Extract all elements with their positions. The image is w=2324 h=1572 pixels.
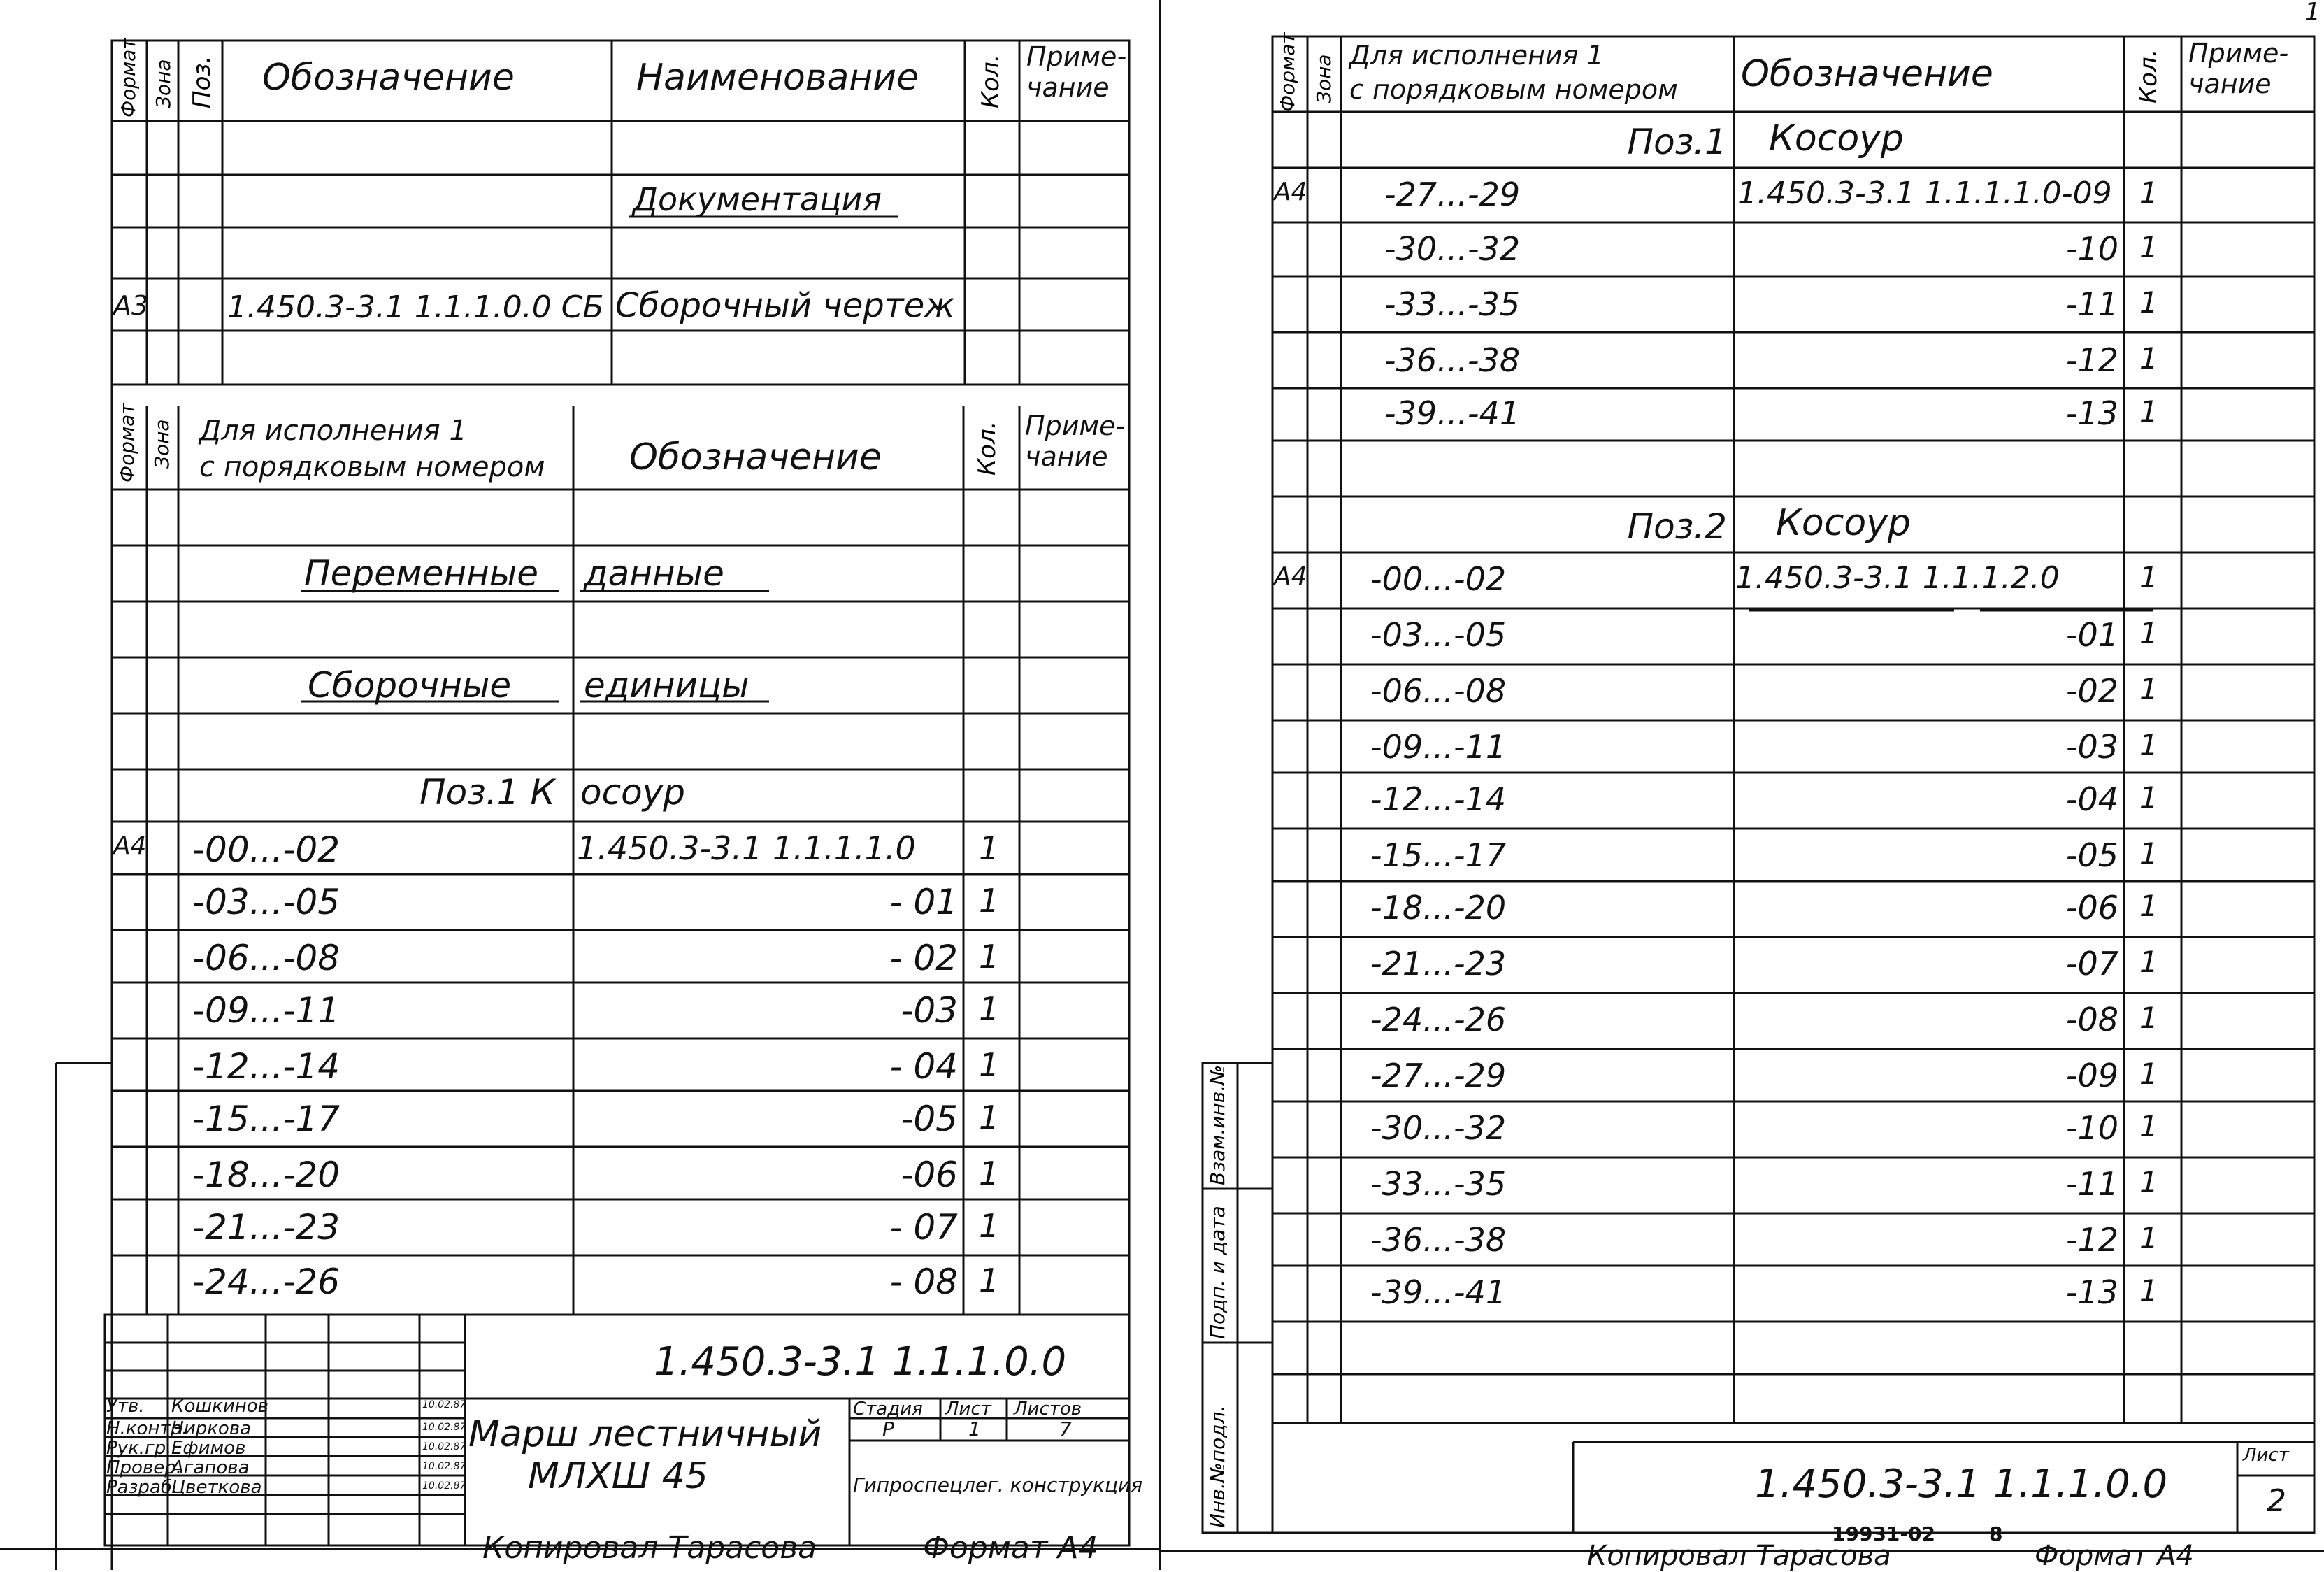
r-row-designation: -13 bbox=[2065, 394, 2118, 432]
r-row-designation: -02 bbox=[2065, 672, 2118, 710]
row-qty: 1 bbox=[979, 938, 1000, 976]
stage-value: Р bbox=[882, 1417, 894, 1441]
person-name: Кошкинов bbox=[171, 1396, 268, 1417]
header2-variant: Для исполнения 1 с порядковым номером bbox=[199, 415, 545, 483]
row-qty: 1 bbox=[979, 1046, 1000, 1084]
r-row-designation: -05 bbox=[2065, 836, 2118, 874]
r-row-variant: -27...-29 bbox=[1370, 1057, 1507, 1094]
r-row-qty: 1 bbox=[2139, 1001, 2158, 1035]
row-designation: - 08 bbox=[889, 1262, 958, 1302]
r-row-variant: -39...-41 bbox=[1370, 1273, 1507, 1311]
format-label: Формат А4 bbox=[923, 1530, 1098, 1566]
row-designation: -05 bbox=[901, 1099, 958, 1139]
r-row-variant: -33...-35 bbox=[1384, 285, 1521, 323]
pos-heading-a: Поз.1 К bbox=[419, 772, 555, 813]
r-row-designation: -06 bbox=[2065, 889, 2118, 927]
r-row-qty: 1 bbox=[2139, 341, 2158, 376]
doc-row-name: Сборочный чертеж bbox=[615, 286, 955, 325]
header-name: Наименование bbox=[636, 57, 919, 99]
row-variant: -03...-05 bbox=[192, 882, 340, 922]
r-row-designation: -03 bbox=[2065, 728, 2118, 766]
variable-data-title-a: Переменные bbox=[304, 553, 538, 594]
row-variant: -15...-17 bbox=[192, 1099, 340, 1139]
r-row-qty: 1 bbox=[2139, 945, 2158, 979]
group2-name: Косоур bbox=[1776, 502, 1911, 544]
row-qty: 1 bbox=[979, 1099, 1000, 1136]
r-row-qty: 1 bbox=[2139, 394, 2158, 429]
row-variant: -21...-23 bbox=[192, 1207, 340, 1248]
group2-pos: Поз.2 bbox=[1627, 506, 1727, 547]
spec-sheet-2 bbox=[1161, 0, 2324, 1570]
r-row-designation: -09 bbox=[2065, 1057, 2118, 1094]
r-row-variant: -27...-29 bbox=[1384, 176, 1521, 213]
person-name: Чиркова bbox=[171, 1418, 252, 1439]
header-designation: Обозначение bbox=[262, 57, 515, 99]
r-stamp: 19931-02 bbox=[1832, 1522, 1935, 1545]
row-designation: 1.450.3-3.1 1.1.1.1.0 bbox=[577, 829, 916, 867]
group1-name: Косоур bbox=[1769, 117, 1904, 159]
row-qty: 1 bbox=[979, 1207, 1000, 1245]
person-date: 10.02.87 bbox=[422, 1441, 466, 1452]
row-designation: - 01 bbox=[889, 882, 958, 922]
r-row-variant: -06...-08 bbox=[1370, 672, 1507, 710]
header-note: Приме- чание bbox=[1026, 41, 1127, 103]
r-row-variant: -36...-38 bbox=[1370, 1221, 1507, 1259]
r-row-format: А4 bbox=[1274, 562, 1307, 591]
r-row-variant: -30...-32 bbox=[1384, 230, 1521, 268]
sheet-label: Лист bbox=[945, 1399, 991, 1420]
doc-row-designation: 1.450.3-3.1 1.1.1.0.0 СБ bbox=[227, 290, 604, 325]
row-qty: 1 bbox=[979, 1262, 1000, 1299]
row-qty: 1 bbox=[979, 829, 1000, 867]
person-date: 10.02.87 bbox=[422, 1461, 466, 1472]
r-sheet-label: Лист bbox=[2243, 1445, 2289, 1466]
person-role: Провер. bbox=[106, 1457, 182, 1478]
row-qty: 1 bbox=[979, 1155, 1000, 1192]
r-row-designation: -11 bbox=[2065, 1165, 2118, 1203]
title-line-2: МЛХШ 45 bbox=[528, 1455, 708, 1497]
r-row-qty: 1 bbox=[2139, 1109, 2158, 1143]
title-line-1: Марш лестничный bbox=[468, 1413, 822, 1455]
sheet-value: 1 bbox=[968, 1417, 981, 1441]
header2-zone: Зона bbox=[150, 419, 173, 469]
r-row-variant: -12...-14 bbox=[1370, 780, 1507, 818]
r-row-variant: -15...-17 bbox=[1370, 836, 1507, 874]
row-designation: -03 bbox=[901, 990, 958, 1031]
header-format: Формат bbox=[117, 38, 140, 117]
sheets-value: 7 bbox=[1059, 1417, 1072, 1441]
r-row-designation: -04 bbox=[2065, 780, 2118, 818]
r-row-variant: -39...-41 bbox=[1384, 394, 1521, 432]
r-row-variant: -18...-20 bbox=[1370, 889, 1507, 927]
spec-sheet-1 bbox=[0, 0, 1161, 1570]
r-row-qty: 1 bbox=[2139, 1221, 2158, 1255]
person-role: Рук.гр. bbox=[106, 1438, 172, 1459]
r-stamp-page: 8 bbox=[1989, 1522, 2003, 1545]
page-number: 1 bbox=[2304, 0, 2321, 27]
copied-by: Копировал Тарасова bbox=[482, 1530, 817, 1566]
header-pos: Поз. bbox=[188, 55, 216, 108]
r-row-qty: 1 bbox=[2139, 616, 2158, 650]
side-label-inv: Инв.№подл. bbox=[1206, 1405, 1229, 1528]
row-designation: - 07 bbox=[889, 1207, 958, 1248]
sheets-label: Листов bbox=[1014, 1399, 1082, 1420]
r-row-variant: -09...-11 bbox=[1370, 728, 1507, 766]
r-header-zone: Зона bbox=[1312, 54, 1335, 103]
person-name: Агапова bbox=[171, 1457, 250, 1478]
stage-label: Стадия bbox=[853, 1399, 923, 1420]
pos-heading-b: осоур bbox=[580, 772, 685, 813]
r-row-variant: -00...-02 bbox=[1370, 560, 1507, 598]
r-row-variant: -24...-26 bbox=[1370, 1001, 1507, 1038]
side-label-sign: Подп. и дата bbox=[1206, 1206, 1229, 1339]
r-row-designation: -11 bbox=[2065, 285, 2118, 323]
r-row-designation: -08 bbox=[2065, 1001, 2118, 1038]
r-row-designation: -10 bbox=[2065, 1109, 2118, 1147]
header2-designation: Обозначение bbox=[629, 436, 882, 478]
row-variant: -24...-26 bbox=[192, 1262, 340, 1302]
person-name: Ефимов bbox=[171, 1438, 246, 1459]
r-row-format: А4 bbox=[1274, 178, 1307, 206]
row-designation: - 04 bbox=[889, 1046, 958, 1087]
r-row-variant: -36...-38 bbox=[1384, 341, 1521, 379]
row-designation: - 02 bbox=[889, 938, 958, 978]
r-row-designation: 1.450.3-3.1 1.1.1.2.0 bbox=[1735, 560, 2060, 596]
row-variant: -18...-20 bbox=[192, 1155, 340, 1195]
r-row-qty: 1 bbox=[2139, 176, 2158, 210]
r-row-qty: 1 bbox=[2139, 560, 2158, 594]
row-variant: -12...-14 bbox=[192, 1046, 340, 1087]
row-variant: -06...-08 bbox=[192, 938, 340, 978]
doc-row-format: А3 bbox=[113, 290, 149, 321]
r-row-designation: -01 bbox=[2065, 616, 2118, 654]
r-sheet-number: 2 bbox=[2267, 1483, 2286, 1519]
r-row-qty: 1 bbox=[2139, 889, 2158, 923]
row-designation: -06 bbox=[901, 1155, 958, 1195]
header2-note: Приме- чание bbox=[1025, 410, 1126, 472]
header2-qty: Кол. bbox=[973, 421, 1001, 476]
r-row-designation: -12 bbox=[2065, 341, 2118, 379]
row-format: А4 bbox=[113, 831, 147, 860]
r-row-qty: 1 bbox=[2139, 230, 2158, 264]
r-row-qty: 1 bbox=[2139, 285, 2158, 320]
r-row-designation: -13 bbox=[2065, 1273, 2118, 1311]
header-zone: Зона bbox=[152, 59, 175, 108]
r-row-designation: -07 bbox=[2065, 945, 2118, 982]
doc-section-title: Документация bbox=[633, 180, 882, 218]
header2-format: Формат bbox=[115, 403, 138, 483]
r-header-variant: Для исполнения 1 с порядковым номером bbox=[1349, 40, 1678, 106]
r-row-variant: -30...-32 bbox=[1370, 1109, 1507, 1147]
r-row-variant: -33...-35 bbox=[1370, 1165, 1507, 1203]
r-row-variant: -21...-23 bbox=[1370, 945, 1507, 982]
r-format-label: Формат А4 bbox=[2035, 1540, 2194, 1572]
person-name: Цветкова bbox=[171, 1477, 262, 1498]
r-row-qty: 1 bbox=[2139, 1165, 2158, 1199]
side-label-vzam: Взам.инв.№ bbox=[1206, 1064, 1229, 1185]
r-row-qty: 1 bbox=[2139, 672, 2158, 706]
r-row-qty: 1 bbox=[2139, 836, 2158, 871]
r-title-code: 1.450.3-3.1 1.1.1.0.0 bbox=[1755, 1462, 2168, 1507]
person-role: Разраб. bbox=[106, 1477, 178, 1498]
r-row-variant: -03...-05 bbox=[1370, 616, 1507, 654]
r-row-qty: 1 bbox=[2139, 780, 2158, 815]
r-row-qty: 1 bbox=[2139, 1273, 2158, 1308]
title-block-code: 1.450.3-3.1 1.1.1.0.0 bbox=[654, 1339, 1067, 1385]
person-date: 10.02.87 bbox=[422, 1480, 466, 1492]
r-header-note: Приме- чание bbox=[2188, 38, 2289, 99]
group1-pos: Поз.1 bbox=[1627, 122, 1727, 162]
row-qty: 1 bbox=[979, 990, 1000, 1028]
variable-data-title-b: данные bbox=[584, 553, 724, 594]
r-header-designation: Обозначение bbox=[1741, 53, 1993, 95]
r-header-format: Формат bbox=[1276, 32, 1299, 112]
assembly-units-title-b: единицы bbox=[584, 665, 749, 706]
r-row-designation: -10 bbox=[2065, 230, 2118, 268]
row-variant: -09...-11 bbox=[192, 990, 340, 1031]
person-date: 10.02.87 bbox=[422, 1399, 466, 1410]
r-header-qty: Кол. bbox=[2135, 49, 2162, 103]
row-variant: -00...-02 bbox=[192, 829, 340, 870]
assembly-units-title-a: Сборочные bbox=[308, 665, 512, 706]
person-role: Утв. bbox=[106, 1396, 145, 1417]
r-row-designation: 1.450.3-3.1 1.1.1.1.0-09 bbox=[1737, 176, 2112, 211]
r-row-designation: -12 bbox=[2065, 1221, 2118, 1259]
row-qty: 1 bbox=[979, 882, 1000, 920]
r-row-qty: 1 bbox=[2139, 1057, 2158, 1091]
person-date: 10.02.87 bbox=[422, 1422, 466, 1433]
r-copied-by: Копировал Тарасова bbox=[1587, 1540, 1891, 1572]
org-name: Гипроспецлег. конструкция bbox=[853, 1473, 1143, 1496]
header-qty: Кол. bbox=[977, 54, 1005, 108]
person-role: Н.контр. bbox=[106, 1418, 188, 1439]
r-row-qty: 1 bbox=[2139, 728, 2158, 762]
